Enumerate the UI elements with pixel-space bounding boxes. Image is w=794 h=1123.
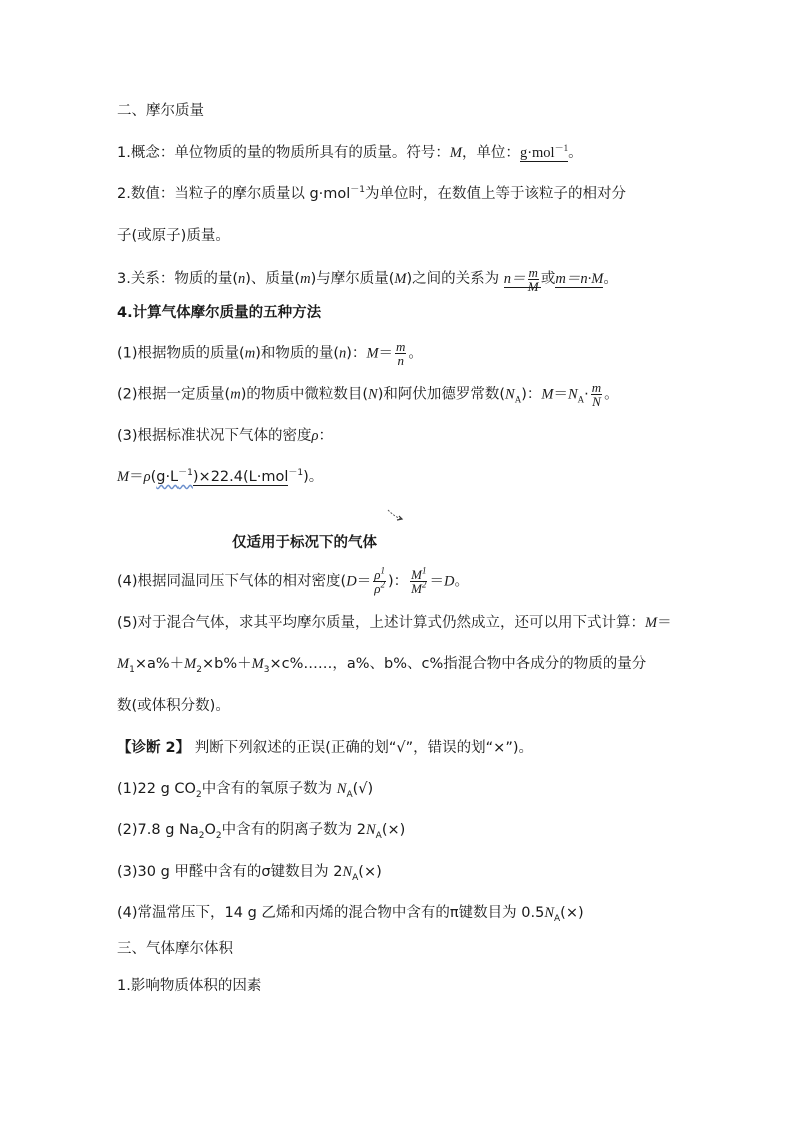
- diagnosis-item-4: (4)常温常压下，14 g 乙烯和丙烯的混合物中含有的π键数目为 $0.5N_A(\times)$: [117, 905, 584, 924]
- diagnosis-item-1: (1)22 g $CO_2$中含有的氧原子数为 $N_A(√)$: [117, 781, 374, 800]
- diagnosis-header: 【诊断 2】 判断下列叙述的正误(正确的划“√”，错误的划“×”)。: [117, 740, 533, 756]
- underlined-constant: )×22.4(L·mol: [192, 469, 289, 485]
- relation-eq1: n＝ $\frac{m}{M}$: [504, 271, 541, 288]
- method4-density-fraction: $\frac{\rho^1}{\rho^2}$: [374, 565, 385, 596]
- section-title-molar-mass: 二、摩尔质量: [117, 103, 204, 119]
- annotation-arrow-icon: [386, 508, 406, 524]
- method-1: (1)根据物质的质量(m)和物质的量(n)：M＝ $\frac{m}{n}$ 。: [117, 339, 423, 368]
- method-2: (2)根据一定质量(m)的物质中微粒数目(N)和阿伏加德罗常数$(N_A)$：$M=N_A\cdot$ $\frac{m}{N}$ 。: [117, 380, 619, 409]
- method-4: (4)根据同温同压下气体的相对密度(D＝ $\frac{\rho^1}{\rho^2}$ )： $\frac{M^1}{M^2}$ ＝D。: [117, 565, 469, 596]
- relation-fraction: $\frac{m}{M}$: [527, 265, 539, 294]
- diagnosis-item-3: (3)30 g 甲醛中含有的σ键数目为 $2N_A(\times)$: [117, 864, 382, 883]
- method2-fraction: $\frac{m}{N}$: [591, 380, 602, 409]
- method-5-line-3: 数(或体积分数)。: [117, 698, 230, 714]
- wavy-underlined-unit: $g\cdot L^{-1}$: [156, 468, 193, 485]
- method-3-line-1: (3)根据标准状况下气体的密度ρ：: [117, 428, 334, 444]
- method-3-formula: $M=\rho(g\cdot L^{-1})\times 22.4(L\cdot mol^{-1})$。: [117, 468, 324, 485]
- methods-title: 4.计算气体摩尔质量的五种方法: [117, 305, 322, 321]
- unit-underlined: g·mol$^{-1}$: [519, 143, 569, 161]
- method-3-note: 仅适用于标况下的气体: [232, 535, 377, 551]
- value-line-1: 2.数值：当粒子的摩尔质量以 g·mol$^{-1}$为单位时，在数值上等于该粒子的相对分: [117, 185, 627, 202]
- diagnosis-tag: 【诊断 2】: [117, 740, 191, 756]
- value-line-2: 子(或原子)质量。: [117, 228, 230, 244]
- diagnosis-item-2: (2)7.8 g $Na_2O_2$中含有的阴离子数为 $2N_A(\times)$: [117, 822, 406, 841]
- concept-line: 1.概念：单位物质的量的物质所具有的质量。符号：M，单位：g·mol$^{-1}$。: [117, 143, 583, 161]
- method1-fraction: $\frac{m}{n}$: [396, 339, 406, 368]
- section-title-gas-molar-volume: 三、气体摩尔体积: [117, 941, 233, 957]
- relation-line: 3.关系：物质的量(n)、质量(m)与摩尔质量(M)之间的关系为 n＝ $\frac{m}{M}$ 或m＝n·M。: [117, 265, 618, 294]
- factors-title: 1.影响物质体积的因素: [117, 978, 262, 994]
- method4-molar-fraction: $\frac{M^1}{M^2}$: [411, 565, 427, 596]
- relation-eq2: m＝n·M: [555, 270, 604, 287]
- method-5-line-1: (5)对于混合气体，求其平均摩尔质量，上述计算式仍然成立，还可以用下式计算：M＝: [117, 615, 672, 631]
- method-5-line-2: $M_1\times a\%+M_2\times b\%+M_3\times c\%\dots\dots$，a%、b%、c%指混合物中各成分的物质的量分: [117, 656, 647, 675]
